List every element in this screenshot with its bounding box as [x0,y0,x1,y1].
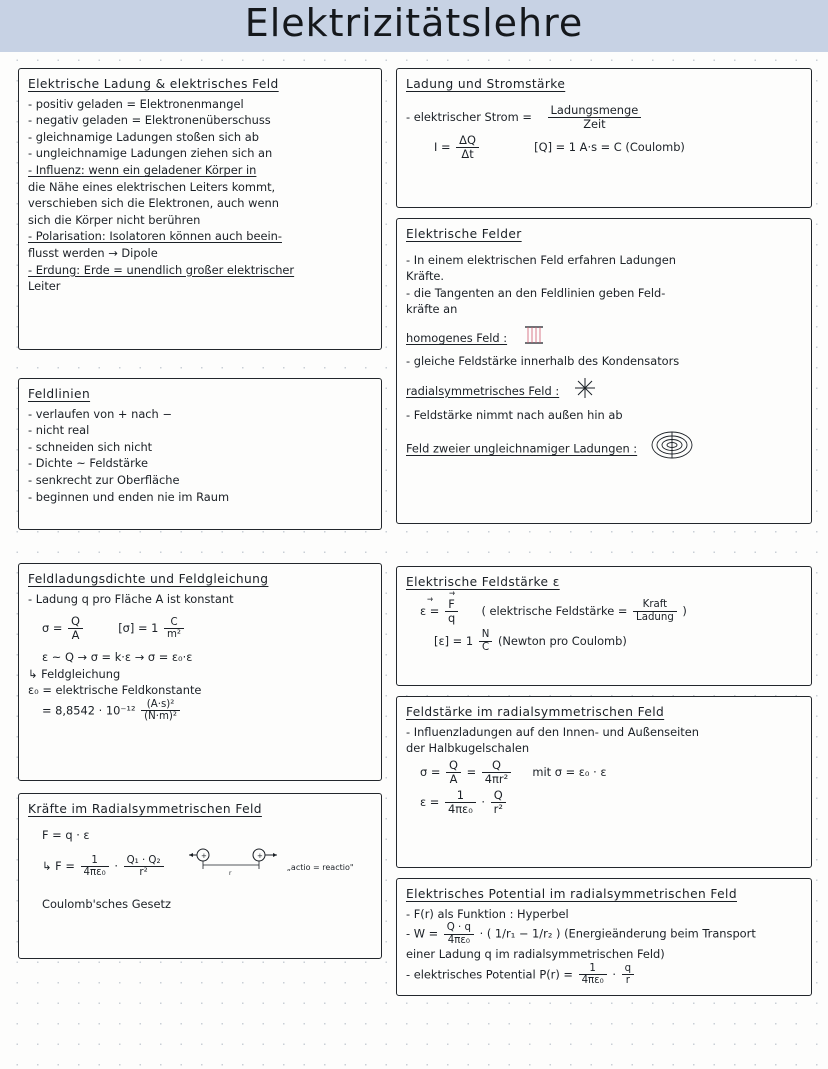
card-heading: Elektrische Felder [406,227,522,241]
fraction-numerator: Q₁ · Q₂ [126,854,161,866]
equation-coulomb [28,843,372,890]
equation-strom [406,102,802,132]
note-line: - F(r) als Funktion : Hyperbel [406,906,569,921]
equation-potential [406,963,802,987]
note-line: kräfte an [406,302,458,317]
page-title: Elektrizitätslehre [244,1,584,45]
fraction-numerator: ΔQ [459,132,476,147]
fraction-denominator: A [68,628,83,642]
card-heading: Elektrisches Potential im radialsymmetrischen Feld [406,887,737,901]
fraction-denominator: Δt [456,147,479,161]
note-line: - schneiden sich nicht [28,439,153,454]
note-line: - Influenzladungen auf den Innen- und Außenseiten [406,724,699,739]
fraction-1-4pie0 [81,855,109,879]
fraction-kraft-ladung [633,599,677,623]
note-line: verschieben sich die Elektronen, auch wenn [28,196,279,211]
fraction-1-4pie0 [579,963,607,987]
equation-note-open: ( elektrische Feldstärke = [481,603,628,618]
note-line: - negativ geladen = Elektronenüberschuss [28,113,271,128]
card-elektrische-feldstaerke [396,566,812,686]
fraction-denominator: 4πε₀ [81,866,109,878]
equation-operator: · [114,859,118,874]
equation-operator: · [481,794,486,809]
fraction-q-r [622,963,634,987]
equation-label: I = [434,139,451,154]
equation-label: ε = [420,794,440,809]
fraction-numerator: Ladungsmenge [550,102,639,117]
fraction-numerator: Q [491,758,501,773]
equation-arbeit [406,922,802,946]
card-ladung-und-stromstaerke [396,68,812,208]
note-line: - die Tangenten an den Feldlinien geben Feld- [406,285,666,300]
note-line: einer Ladung q im radialsymmetrischen Feld) [406,947,665,962]
radial-field-icon [573,376,597,407]
equation-label: ε = → [420,594,439,626]
unit-note: (Newton pro Coulomb) [497,633,627,648]
note-line: sich die Körper nicht berühren [28,212,201,227]
fraction-denominator: Zeit [548,117,642,131]
card-heading: Feldlinien [28,387,91,401]
homogenes-feld-row [406,324,802,353]
fraction-numerator: F → [445,598,458,611]
fraction-numerator: 1 [91,854,98,866]
note-line: - ungleichnamige Ladungen ziehen sich an [28,146,273,161]
fraction-denominator: r² [491,802,506,816]
fraction-1-4pie0 [445,789,476,816]
equation-sigma-radial [406,757,802,787]
card-feldladungsdichte-und-feldgleichung [18,563,382,781]
actio-reactio-note: „actio = reactio" [286,863,354,873]
note-line: Leiter [28,279,61,294]
fraction-C-m2 [164,617,184,641]
fraction-denominator: q [445,611,458,625]
note-line: - gleichnamige Ladungen stoßen sich ab [28,129,259,144]
fraction-numerator: q [624,962,632,974]
card-heading: Feldladungsdichte und Feldgleichung [28,572,269,586]
fraction-denominator: r² [124,866,164,878]
fraction-numerator: Q · q [446,922,471,934]
fraction-dQ-dt [456,134,479,161]
note-line: - positiv geladen = Elektronenmangel [28,96,244,111]
fraction-numerator: Q [71,614,80,629]
card-heading: Elektrische Feldstärke ε [406,575,560,589]
note-line: Kräfte. [406,269,445,284]
fraction-denominator: 4πε₀ [444,934,474,946]
equation-epsilon0-value [28,699,372,723]
note-line: - beginnen und enden nie im Raum [28,489,230,504]
note-line: ε ~ Q → σ = k·ε → σ = ε₀·ε [42,650,193,665]
card-feldlinien [18,378,382,530]
note-line: - Ladung q pro Fläche A ist konstant [28,591,234,606]
equation-prefix: ↳ F = [42,859,75,874]
card-elektrisches-potential [396,878,812,996]
note-line: die Nähe eines elektrischen Leiters kommt, [28,179,276,194]
unit-label: [Q] = 1 A·s = C (Coulomb) [534,139,685,154]
fraction-Q1Q2-r2 [124,855,164,879]
card-elektrische-ladung-und-feld [18,68,382,350]
fraction-denominator: m² [164,628,184,640]
note-line: - Polarisation: Isolatoren können auch beein- [28,229,282,244]
fraction-numerator: (A·s)² [146,698,175,710]
fraction-Q-A [446,759,461,786]
two-charges-sketch [187,843,283,890]
note-line: - Dichte ~ Feldstärke [28,456,149,471]
card-heading: Kräfte im Radialsymmetrischen Feld [28,802,262,816]
dipole-field-icon [649,429,695,469]
fraction-Q-A [68,615,83,642]
unit-label: [σ] = 1 [118,621,159,636]
equation-I [406,132,802,162]
note-line: - Erdung: Erde = unendlich großer elektrischer [28,262,295,277]
fraction-ladungsmenge-zeit [548,104,642,131]
card-heading: Feldstärke im radialsymmetrischen Feld [406,705,665,719]
note-line: ↳ Feldgleichung [28,666,121,681]
equation-tail: · ( 1/r₁ − 1/r₂ ) (Energieänderung beim Transport [479,926,756,941]
note-line: - Influenz: wenn ein geladener Körper in [28,162,257,177]
subheading: Feld zweier ungleichnamiger Ladungen : [406,441,638,456]
fraction-denominator: 4πε₀ [445,802,476,816]
note-line: - Feldstärke nimmt nach außen hin ab [406,407,623,422]
equation-F-qE: F = q · ε [42,827,90,842]
fraction-Q-r2 [491,789,506,816]
fraction-unit [141,699,180,723]
fraction-numerator: 1 [456,788,464,803]
fraction-numerator: Kraft [642,599,668,611]
note-line: der Halbkugelschalen [406,741,530,756]
fraction-denominator: 4πε₀ [579,974,607,986]
equation-note-close: ) [682,603,687,618]
fraction-numerator: 1 [589,962,596,974]
equation-sigma [28,613,372,643]
equation-label: σ = [42,621,63,636]
note-line: - senkrecht zur Oberfläche [28,472,180,487]
card-heading: Elektrische Ladung & elektrisches Feld [28,77,279,91]
note-line: - gleiche Feldstärke innerhalb des Kondensators [406,353,680,368]
card-feldstaerke-im-radialsymmetrischen-feld [396,696,812,868]
note-line: - In einem elektrischen Feld erfahren Ladungen [406,252,676,267]
note-line: - nicht real [28,423,90,438]
note-line: flusst werden → Dipole [28,245,158,260]
note-line: - verlaufen von + nach − [28,406,172,421]
equation-operator: = [466,764,477,779]
fraction-numerator: C [170,616,178,628]
svg-text:+: + [257,852,264,861]
equation-E-radial [406,787,802,817]
equation-label: - W = [406,926,439,941]
radiales-feld-row [406,376,802,407]
fraction-denominator: (N·m)² [141,710,180,722]
fraction-denominator: r [622,974,634,986]
card-elektrische-felder [396,218,812,524]
svg-text:r: r [229,870,232,878]
fraction-numerator: N [481,629,490,641]
fraction-denominator: C [479,641,493,653]
fraction-Q-4pir2 [482,759,511,786]
fraction-denominator: A [446,772,461,786]
note-line: ε₀ = elektrische Feldkonstante [28,683,202,698]
equation-label: - elektrisches Potential P(r) = [406,967,573,982]
fraction-Qq-4pie0 [444,922,474,946]
fraction-denominator: Ladung [633,611,677,623]
title-banner [0,0,828,52]
homogeneous-field-icon [521,324,547,353]
svg-text:+: + [201,852,208,861]
subheading: homogenes Feld : [406,330,508,345]
equation-E-unit [406,626,802,656]
fraction-denominator: 4πr² [482,772,511,786]
fraction-numerator: Q [449,758,458,773]
fraction-numerator: Q [493,788,503,803]
equation-E-field [406,594,802,626]
unit-label: [ε] = 1 [434,633,474,648]
card-heading: Ladung und Stromstärke [406,77,566,91]
equation-label: σ = [420,764,441,779]
subheading: radialsymmetrisches Feld : [406,383,560,398]
equation-operator: · [612,967,617,982]
equation-tail: mit σ = ε₀ · ε [532,764,607,779]
fraction-F-q [445,598,458,625]
fraction-N-C [479,629,493,653]
card-kraefte-im-radialsymmetrischen-feld [18,793,382,959]
dipol-feld-row [406,429,802,469]
value-label: = 8,8542 · 10⁻¹² [42,703,136,718]
equation-label: - elektrischer Strom = [406,109,532,124]
coulomb-law-label: Coulomb'sches Gesetz [42,897,171,912]
